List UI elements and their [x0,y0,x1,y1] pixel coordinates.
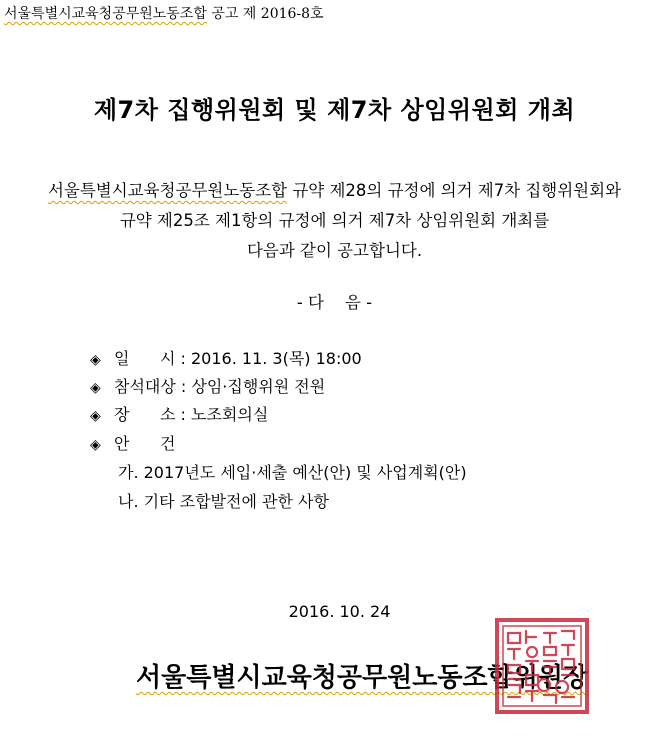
seal-glyphs [508,631,574,703]
diamond-bullet-icon: ◈ [90,380,101,396]
attendees-value: : 상임·집행위원 전원 [175,377,326,396]
intro-org-name: 서울특별시교육청공무원노동조합 [47,181,288,200]
header-notice-number: 공고 제 2016-8호 [211,6,324,22]
agenda-label: 안 건 [114,434,176,453]
header-org-name: 서울특별시교육청공무원노동조합 [4,6,207,22]
signer-name: 서울특별시교육청공무원노동조합위원장 [136,663,589,693]
notice-header [4,3,324,23]
place-label: 장 소 [114,405,176,424]
intro-line-2: 규약 제25조 제1항의 규정에 의거 제7차 상임위원회 개최를 [119,211,550,230]
datetime-value: : 2016. 11. 3(목) 18:00 [175,349,362,368]
diamond-bullet-icon: ◈ [90,437,101,453]
detail-agenda [90,431,175,454]
diamond-bullet-icon: ◈ [90,352,101,368]
intro-line-3: 다음과 같이 공고합니다. [246,241,423,260]
intro-line-1-text: 규약 제28의 규정에 의거 제7차 집행위원회와 [287,181,622,200]
attendees-label: 참석대상 [114,377,176,396]
place-value: : 노조회의실 [175,405,269,424]
detail-attendees [90,374,325,397]
intro-line-1 [0,177,669,201]
agenda-item-2: 나. 기타 조합발전에 관한 사항 [118,492,329,511]
detail-datetime [90,346,362,369]
diamond-bullet-icon: ◈ [90,408,101,424]
document-title: 제7차 집행위원회 및 제7차 상임위원회 개최 [93,96,576,124]
official-seal-stamp [494,617,590,715]
agenda-item-1: 가. 2017년도 세입·세출 예산(안) 및 사업계획(안) [118,463,467,482]
detail-place [90,402,268,425]
datetime-label: 일 시 [114,349,176,368]
notice-date: 2016. 10. 24 [288,602,391,621]
separator-heading: - 다 음 - [296,293,373,312]
